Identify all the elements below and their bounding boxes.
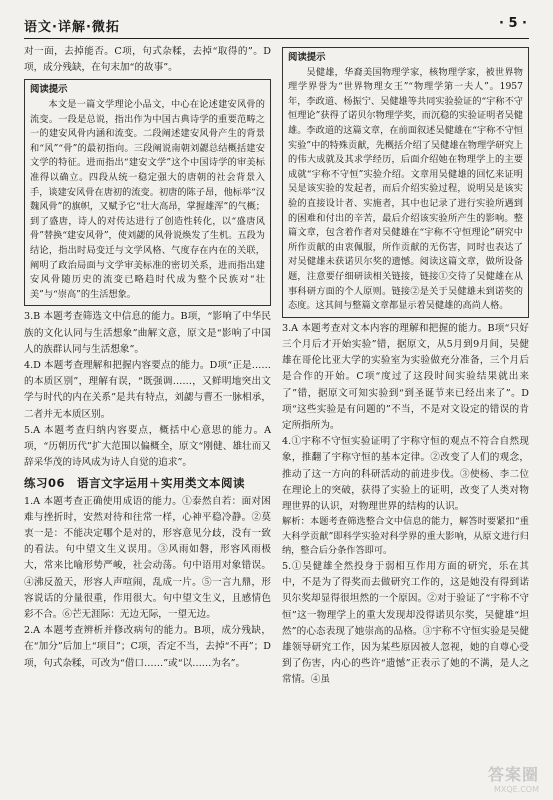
reading-tip-box bbox=[282, 47, 529, 318]
header-rule bbox=[24, 38, 529, 39]
answer-4: 4.D 本题考查理解和把握内容要点的能力。D项“正是……的本质区别”，理解有误，“既强调……，又鲜明地突出文学与时代的内在关系”是共有特点，刘勰与曹丕一脉相承，二者并无本质区别。 bbox=[24, 359, 271, 420]
reading-tip-box bbox=[24, 79, 271, 306]
answer-3: 3.A 本题考查对文本内容的理解和把握的能力。B项“只好三个月后才开始实验”错，据原文，从5月到9月间，吴健雄在哥伦比亚大学的实验室为实验做充分准备，三个月后是合作的开始。C项“度过了这段时间实验结果就出来了”错，据原文可知实验到“到圣诞节来已经出来了”。D项“这些实验是有问题的”不当，不是对文设定的错误的肯定所指所为。 bbox=[282, 322, 529, 431]
book-title: 语文·详解·微拓 bbox=[24, 20, 120, 35]
analysis-note: 解析：本题考查筛选整合文中信息的能力，解答时要紧扣“重大科学贡献”即科学实验对科学界的重大影响，从原文进行归纳，整合后分条作答即可。 bbox=[282, 516, 529, 557]
reading-tip-title: 阅读提示 bbox=[288, 52, 326, 63]
watermark bbox=[488, 762, 539, 794]
reading-tip-body: 吴健雄，华裔美国物理学家，核物理学家，被世界物理学界誉为“世界物理女王”“物理学第一夫人”。1957年，李政道、杨振宁、吴健雄等共同实验验证的“宇称不守恒理论”获得了诺贝尔物理学奖，而沉稳的实验证明者吴健雄。李政道的这篇文章，在前面叙述吴健雄在“宇称不守恒实验”中的特殊贡献，先概括介绍了吴健雄在物理学研究上的伟大成就及其求学经历，后面介绍她在物理学上的主要成就“宇称不守恒”实验介绍。文章用吴健雄的回忆来证明吴是该实验的发起者，而后介绍实验过程，说明吴是该实验的直接设计者、实施者，其中也记录了进行实验所遇到的困难和付出的辛苦，最后介绍该实验所产生的影响。整篇文章，包含着作者对吴健雄在“宇称不守恒理论”研究中所作贡献的由衷佩服，所作贡献的无伤害，同时也表达了对吴健雄未获诺贝尔奖的遗憾。阅读这篇文章，做所设备题，注意要仔细研读相关链接，链接①交待了吴健雄在从事科研方面的个人原则。链接②是关于吴健雄未到诺奖的态度。这其间与整篇文章都显示着吴健雄的高尚人格。 bbox=[288, 66, 523, 312]
page-number: · 5 · bbox=[499, 16, 527, 31]
reading-tip-title: 阅读提示 bbox=[30, 84, 68, 96]
answer-1: 1.A 本题考查正确使用成语的能力。①泰然自若：面对困难与挫折时，安然对待和往常一样，心神平稳冷静。②莫衷一是：不能决定哪个是对的，形容意见分歧，没有一致的看法。句中望文生义误用。③风雨如磐，形容风雨极大，常来比喻形势严峻，社会动荡。句中语用对象错误。④沸反盈天，形容人声喧闹，乱成一片。⑤一言九鼎，形容说话的分量很重，作用很大。句中望文生义，且感情色彩不合。⑥芒无涯际：无边无际，一望无边。 bbox=[24, 495, 271, 620]
answer-5: 5.A 本题考查归纳内容要点，概括中心意思的能力。A项，“历朝历代”扩大范围以偏概全，原文“刚健、雄壮而又辞采华茂的诗风成为诗人自觉的追求”。 bbox=[24, 424, 271, 469]
watermark-main: 答案圈 bbox=[487, 765, 539, 784]
answer-3: 3.B 本题考查筛选文中信息的能力。B项，“影响了中华民族的文化认同与生活想象”曲解文意，原文是“影响了中国人的族群认同与生活想象”。 bbox=[24, 311, 271, 355]
watermark-sub: MXQE.COM bbox=[493, 785, 539, 794]
answer-paragraph: 对一面，去掉能否。C项，句式杂糅，去掉“取得的”。D项，成分残缺，在句末加“的故事”。 bbox=[24, 46, 271, 74]
answer-4: 4.①宇称不守恒实验证明了宇称守恒的观点不符合自然现象，推翻了宇称守恒的基本定律。②改变了人们的观念，推动了这一方向的科研活动的前进步伐。③使杨、李二位在理论上的突破，获得了实验上的证明，改变了人类对物理世界的认识，对物理世界的结构的认识。 bbox=[282, 436, 529, 512]
left-column bbox=[24, 44, 271, 672]
answer-5: 5.①吴健雄全然投身于弱相互作用方面的研究，乐在其中，不是为了得奖而去做研究工作的，这是她没有得到诺贝尔奖却显得很坦然的一个原因。②对于验证了“宇称不守恒”这一物理学上的重大发现却没得诺贝尔奖，吴健雄“坦然”的心态表现了她崇高的品格。③宇称不守恒实验是吴健雄领导研究工作，因为某些原因被人忽视，她的自尊心受到了伤害，内心的些许“遗憾”正表示了她的不满，是人之常情。④虽 bbox=[282, 560, 529, 686]
answer-2: 2.A 本题考查辨析并修改病句的能力。B项，成分残缺，在“加分”后加上“项目”；C项，否定不当，去掉“不再”；D项，句式杂糅，可改为“借口……”或“以……为名”。 bbox=[24, 625, 271, 669]
page-header bbox=[24, 14, 529, 36]
right-column bbox=[282, 44, 529, 689]
section-heading: 练习06 语言文字运用＋实用类文本阅读 bbox=[24, 476, 246, 491]
reading-tip-body: 本文是一篇文学理论小品文，中心在论述建安风骨的流变。一段是总说，指出作为中国古典诗学的重要范畴之一的建安风骨内涵和流变。二段阐述建安风骨产生的背景和“风”“骨”的最初指向。三段阐说南朝刘勰总结概括建安文学的特征。进而指出“建安文学”这个中国诗学的审美标准得以确立。四段从统一稳定强大的唐朝的社会背景入手，谈建安风骨在唐初的流变。初唐的陈子昂，他标举“汉魏风骨”的旗帜，又赋予它“壮大高昂，掌握雄浑”的气概；到了盛唐，诗人的对传达进行了创造性转化，以“盛唐风骨”替换“建安风骨”，使刘勰的风骨说焕发了生机。五段为结论，指出时局变迁与文学风格、气度存在内在的关联，阐明了政治局面与文学审美标准的密切关系，进而指出建安风骨随历史的流变已略趋时代成为整个民族对“壮美”与“崇高”的生活想象。 bbox=[30, 99, 265, 300]
